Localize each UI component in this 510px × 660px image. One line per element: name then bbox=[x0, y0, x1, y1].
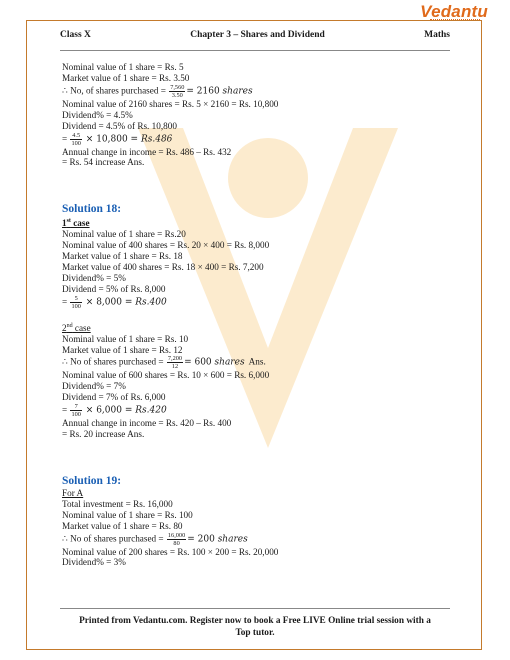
case-2-title: 2nd case bbox=[62, 322, 91, 333]
equation-line: = $\frac{7}{100}$ × 6,000 = Rs.420 bbox=[62, 403, 167, 419]
text-line: Nominal value of 200 shares = Rs. 100 × 200 = Rs. 20,000 bbox=[62, 546, 279, 557]
equation-line: ∴ No, of shares purchased = $\frac{7,560}{3.50}$ = 2160 shares bbox=[62, 83, 253, 99]
footer-line-1: Printed from Vedantu.com. Register now to book a Free LIVE Online trial session with a bbox=[79, 616, 431, 626]
text-line: Market value of 1 share = Rs. 3.50 bbox=[62, 72, 190, 83]
page-header bbox=[60, 30, 450, 40]
case-1-title: 1st case bbox=[62, 218, 90, 229]
text-line: Dividend% = 3% bbox=[62, 557, 126, 568]
text-line: Market value of 1 share = Rs. 80 bbox=[62, 520, 183, 531]
case-a-title: For A bbox=[62, 487, 84, 498]
text-line: = Rs. 20 increase Ans. bbox=[62, 429, 145, 440]
footer-line-2: Top tutor. bbox=[235, 628, 275, 638]
text-line: Nominal value of 1 share = Rs.20 bbox=[62, 229, 186, 240]
text-line: Nominal value of 2160 shares = Rs. 5 × 2160 = Rs. 10,800 bbox=[62, 98, 279, 109]
solution-18-title: Solution 18: bbox=[62, 203, 122, 216]
logo-tagline-mark bbox=[430, 19, 480, 22]
text-line: Nominal value of 1 share = Rs. 100 bbox=[62, 509, 193, 520]
fraction: $\frac{5}{100}$ bbox=[71, 294, 81, 310]
text-line: Dividend% = 7% bbox=[62, 381, 126, 392]
text-line: = Rs. 54 increase Ans. bbox=[62, 157, 145, 168]
text-line: Dividend% = 4.5% bbox=[62, 109, 133, 120]
vedantu-logo: Vedantu bbox=[420, 2, 488, 21]
solution-19-title: Solution 19: bbox=[62, 474, 122, 487]
header-rule bbox=[60, 50, 450, 51]
equation-line: = $\frac{5}{100}$ × 8,000 = Rs.400 bbox=[62, 294, 167, 310]
text-line: Annual change in income = Rs. 420 – Rs. 400 bbox=[62, 418, 232, 429]
fraction: $\frac{7,560}{3.50}$ bbox=[170, 83, 185, 99]
text-line: Nominal value of 400 shares = Rs. 20 × 400 = Rs. 8,000 bbox=[62, 240, 270, 251]
header-chapter: Chapter 3 – Shares and Dividend bbox=[190, 30, 325, 40]
text-line: Nominal value of 600 shares = Rs. 10 × 600 = Rs. 6,000 bbox=[62, 370, 270, 381]
text-line: Market value of 400 shares = Rs. 18 × 400 = Rs. 7,200 bbox=[62, 261, 264, 272]
case-1-lines bbox=[62, 229, 452, 294]
text-line: Dividend% = 5% bbox=[62, 272, 126, 283]
text-line: Nominal value of 1 share = Rs. 10 bbox=[62, 333, 189, 344]
text-line: Total investment = Rs. 16,000 bbox=[62, 498, 173, 509]
header-subject: Maths bbox=[424, 30, 450, 40]
page-footer bbox=[60, 608, 450, 639]
text-line: Dividend = 5% of Rs. 8,000 bbox=[62, 283, 166, 294]
fraction: $\frac{7,200}{12}$ bbox=[167, 355, 183, 371]
equation-line: ∴ No of shares purchased = $\frac{16,000}{80}$ = 200 shares bbox=[62, 531, 248, 547]
equation-line: = $\frac{4.5}{100}$ × 10,800 = Rs.486 bbox=[62, 131, 173, 147]
equation-line: ∴ No of shares purchased = $\frac{7,200}{12}$ = 600 shares Ans. bbox=[62, 355, 266, 371]
page-content bbox=[62, 62, 452, 568]
text-line: Dividend = 4.5% of Rs. 10,800 bbox=[62, 120, 177, 131]
text-line: Nominal value of 1 share = Rs. 5 bbox=[62, 62, 184, 72]
fraction: $\frac{4.5}{100}$ bbox=[71, 131, 81, 147]
fraction: $\frac{7}{100}$ bbox=[71, 403, 81, 419]
text-line: Annual change in income = Rs. 486 – Rs. 432 bbox=[62, 146, 232, 157]
header-class: Class X bbox=[60, 30, 91, 40]
text-line: Market value of 1 share = Rs. 12 bbox=[62, 344, 183, 355]
text-line: Market value of 1 share = Rs. 18 bbox=[62, 251, 183, 262]
fraction: $\frac{16,000}{80}$ bbox=[167, 531, 186, 547]
text-line: Dividend = 7% of Rs. 6,000 bbox=[62, 392, 166, 403]
